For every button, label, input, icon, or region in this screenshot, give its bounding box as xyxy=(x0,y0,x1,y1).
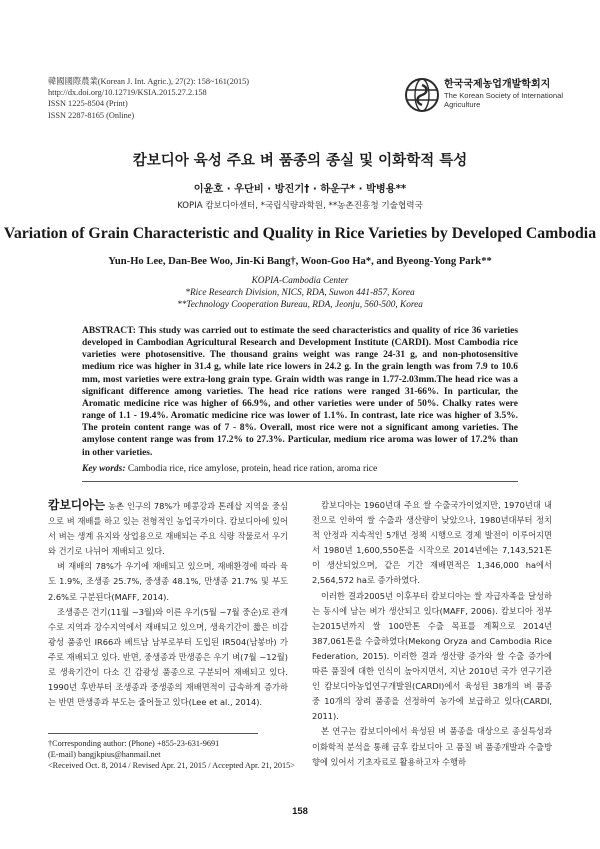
society-name-ko: 한국국제농업개발학회지 xyxy=(444,79,551,90)
society-name-en-1: The Korean Society of International xyxy=(444,91,564,100)
body-paragraph: 벼 재배의 78%가 우기에 재배되고 있으며, 재배환경에 따라 육도 1.9%, 조생종 25.7%, 중생종 48.1%, 만생종 21.7% 및 부도 2.6%로 구분된다(MAFF, 2014). xyxy=(48,561,288,602)
footnote-divider xyxy=(48,733,258,734)
footnotes xyxy=(48,738,316,771)
society-emblem-icon xyxy=(404,77,440,113)
issn-print: ISSN 1225-8504 (Print) xyxy=(48,99,128,109)
corresponding-author: †Corresponding author: (Phone) +855-23-631-9691 xyxy=(48,739,220,748)
body-right-column xyxy=(312,498,552,770)
page-number: 158 xyxy=(292,806,308,817)
body-paragraph xyxy=(48,498,288,559)
abstract-divider xyxy=(82,481,518,482)
issn-online: ISSN 2287-8165 (Online) xyxy=(48,110,135,120)
affiliation-rda: **Technology Cooperation Bureau, RDA, Jeonju, 560-500, Korea xyxy=(177,300,423,310)
doi-link[interactable]: http://dx.doi.org/10.12719/KSIA.2015.27.2.158 xyxy=(48,88,207,98)
title-korean: 캄보디아 육성 주요 벼 품종의 종실 및 이화학적 특성 xyxy=(132,153,468,169)
body-paragraph: 본 연구는 캄보디아에서 육성된 벼 품종을 대상으로 종실특성과 이화학적 분석을 통해 금후 캄보디아 고 품질 벼 품종개발과 수출방향에 있어서 기초자료로 활용하고자 수행하 xyxy=(312,726,552,767)
abstract: ABSTRACT: This study was carried out to estimate the seed characteristics and quality of rice 36 varieties developed in Cambodian Agricultural Research and Development Institute (CARDI). Most Cambodia rice varieties were photosensitive. The thousand grains weight was range 24-31 g, and non-photosensitive medium rice was higher in 31.4 g, while late rice lowers in 24.2 g. In the grain length was from 7.9 to 10.6 mm, most varieties were extra-long grain type. Grain width was range in 1.77-2.03mm.The head rice was a significant difference among varieties. The head rice rations were ranged 31-66%. In particular, the Aromatic medicine rice was higher of 66.9%, and other varieties were under of 50%. Chalky rates were range of 1.1 - 19.4%. Aromatic medicine rice was lower of 1.1%. In contrast, late rice was higher of 3.5%. The protein content range was of 7 - 8%. Overall, most rice were not a significant among varieties. The amylose content range was from 17.2% to 27.3%. Particular, medium rice aroma was lower of 17.2% than in other varieties. xyxy=(82,326,518,458)
society-name-en-2: Agriculture xyxy=(444,100,481,110)
authors-english: Yun-Ho Lee, Dan-Bee Woo, Jin-Ki Bang†, Woon-Goo Ha*, and Byeong-Yong Park** xyxy=(108,256,492,267)
body-left-column xyxy=(48,498,288,710)
body-paragraph: 조생종은 건기(11월 ~3월)와 이른 우기(5월 ~7월 중순)로 관개수로 지역과 강수지역에서 재배되고 있으며, 생육기간이 짧은 비감광성 품종인 IR66과 베트남 남부로부터 도입된 IR504(남봉바) 가 주로 재배되고 있다. 반면, 중생종과 만생종은 우기 벼(7월 ~12월)로 생육기간이 다소 긴 감광성 품종으로 구분되어 재배되고 있다. 1990년 후반부터 조생종과 중생종의 재배면적이 급속하게 증가하는 반면 만생종과 부도는 줄어들고 있다(Lee et al., 2014). xyxy=(48,606,288,708)
body-paragraph: 이러한 결과2005년 이후부터 캄보디아는 쌀 자급자족을 달성하는 동시에 남는 벼가 생산되고 있다(MAFF, 2006). 캄보디아 정부는2015년까지 쌀 100만톤 수출 목표를 계획으로 2014년 387,061톤을 수출하였다(Mekong Oryza and Cambodia Rice Federation, 2015). 이러한 결과 생산량 증가와 쌀 수출 증가에 따른 품질에 대한 인식이 높아지면서, 지난 2010년 국가 연구기관인 캄보디아농업연구개발원(CARDI)에서 육성된 38개의 벼 품종 중 10개의 장려 품종을 선정하여 농가에 보급하고 있다(CARDI, 2011). xyxy=(312,590,552,722)
body-paragraph: 캄보디아는 1960년대 주요 쌀 수출국가이었지만, 1970년대 내전으로 인하여 쌀 수출과 생산량이 낮았으나, 1980년대부터 정치적 안정과 지속적인 5개년 정책 시행으로 경제 발전이 이루어지면서 1980년 1,600,550톤을 시작으로 2014년에는 7,143,521톤이 생산되었으며, 같은 기간 재배면적은 1,346,000 ha에서 2,564,572 ha로 증가하였다. xyxy=(312,500,552,586)
body-text: 농촌 인구의 78%가 메콩강과 톤레삽 지역을 중심으로 벼 재배를 하고 있는 전형적인 농업국가이다. 캄보디아에 있어서 벼는 생계 유지와 상업용으로 재배되는 주요 식량 작물로서 우기와 건기로 나뉘어 재배되고 있다. xyxy=(48,501,288,557)
affiliation-nics: *Rice Research Division, NICS, RDA, Suwon 441-857, Korea xyxy=(185,288,415,298)
affiliation-kopia: KOPIA-Cambodia Center xyxy=(251,276,349,286)
journal-header xyxy=(48,76,249,121)
keywords-list: Cambodia rice, rice amylose, protein, head rice ration, aroma rice xyxy=(127,464,378,474)
lead-word: 캄보디아는 xyxy=(48,498,105,512)
title-english: Variation of Grain Characteristic and Quality in Rice Varieties by Developed Cambodia xyxy=(3,225,597,242)
journal-citation: 韓國國際農業(Korean J. Int. Agric.), 27(2): 158~161(2015) xyxy=(48,77,250,86)
keywords-label: Key words: xyxy=(82,464,126,474)
received-dates: <Received Oct. 8, 2014 / Revised Apr. 21, 2015 / Accepted Apr. 21, 2015> xyxy=(48,761,295,771)
author-email[interactable]: (E-mail) bangjkpius@hanmail.net xyxy=(48,750,161,760)
keywords xyxy=(82,464,522,474)
affiliations-korean: KOPIA 캄보디아센터, *국립식량과학원, **농촌진흥청 기술협력국 xyxy=(177,201,423,211)
authors-korean: 이윤호 · 우단비 · 방진기† · 하운구* · 박병용** xyxy=(193,184,407,195)
society-logo xyxy=(404,77,564,121)
